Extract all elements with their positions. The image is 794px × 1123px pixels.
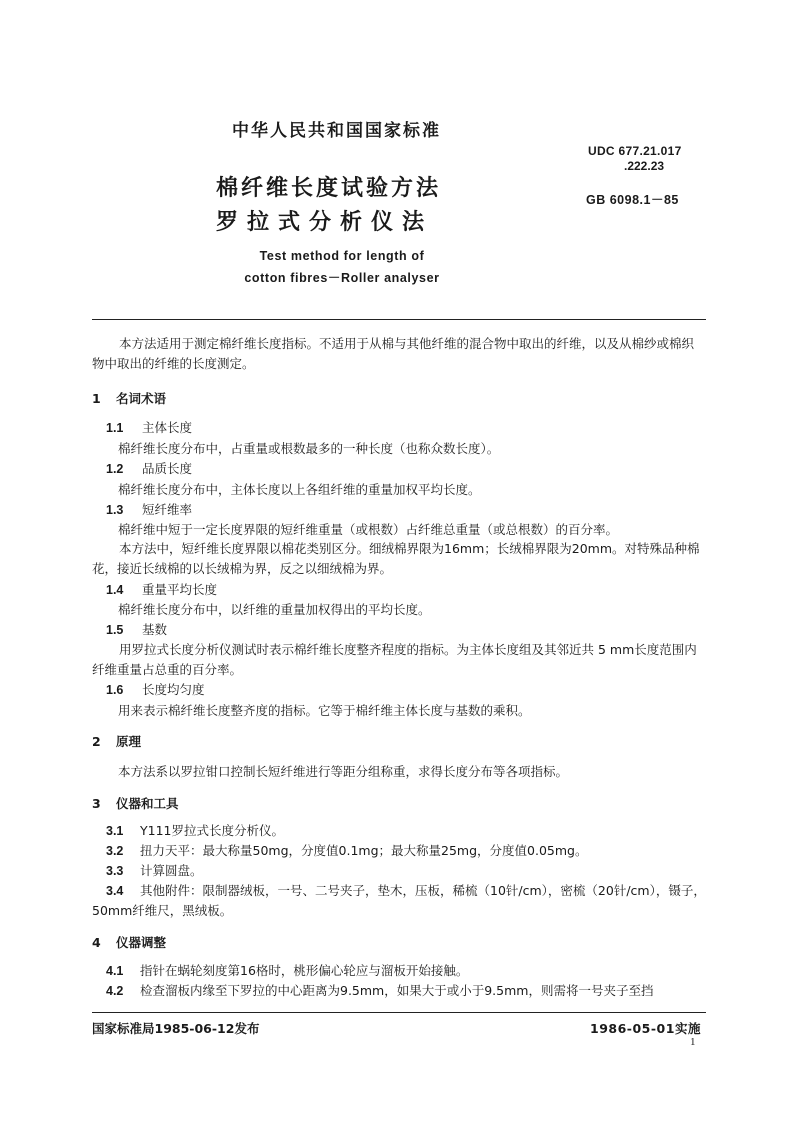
top-divider: [92, 319, 706, 320]
section-number: 4: [92, 935, 101, 950]
instrument-3-3: [106, 861, 706, 881]
gb-code: GB 6098.1－85: [586, 193, 679, 207]
term-1-6-definition: 用来表示棉纤维长度整齐度的指标。它等于棉纤维主体长度与基数的乘积。: [118, 703, 531, 718]
term-1-2-definition: 棉纤维长度分布中，主体长度以上各组纤维的重量加权平均长度。: [118, 482, 481, 497]
term-name: 品质长度: [142, 461, 193, 476]
term-name: 长度均匀度: [142, 682, 205, 697]
section-title: 原理: [116, 734, 142, 749]
item-text: 扭力天平：最大称量50mg，分度值0.1mg；最大称量25mg，分度值0.05mg。: [140, 843, 588, 858]
term-number: 1.6: [106, 683, 124, 697]
item-number: 4.1: [106, 964, 124, 978]
section-number: 1: [92, 391, 101, 406]
udc-code: UDC 677.21.017: [588, 144, 682, 158]
item-number: 4.2: [106, 984, 124, 998]
term-number: 1.4: [106, 583, 124, 597]
term-1-5-definition: 用罗拉式长度分析仪测试时表示棉纤维长度整齐程度的指标。为主体长度组及其邻近共 5 mm长度范围内纤维重量占总重的百分率。: [92, 642, 697, 677]
term-1-3-definition: 棉纤维中短于一定长度界限的短纤维重量（或根数）占纤维总重量（或总根数）的百分率。: [118, 522, 619, 537]
term-name: 短纤维率: [142, 502, 193, 517]
term-1-4-definition: 棉纤维长度分布中，以纤维的重量加权得出的平均长度。: [118, 602, 431, 617]
section-number: 3: [92, 796, 101, 811]
term-1-4: [106, 580, 217, 598]
section-title: 仪器调整: [116, 935, 167, 950]
effective-date: 1986-05-01实施: [590, 1021, 701, 1036]
adjustment-4-1: [106, 961, 706, 981]
section-1-heading: [92, 389, 166, 407]
item-text: 其他附件：限制器绒板，一号、二号夹子，垫木，压板，稀梳（10针/cm），密梳（20针/cm），镊子，50mm纤维尺，黑绒板。: [92, 883, 706, 918]
term-number: 1.3: [106, 503, 124, 517]
item-number: 3.1: [106, 824, 124, 838]
term-name: 重量平均长度: [142, 582, 218, 597]
item-text: 指针在蜗轮刻度第16格时，桃形偏心轮应与溜板开始接触。: [140, 963, 469, 978]
instrument-3-1: [106, 821, 706, 841]
national-standard-heading: 中华人民共和国国家标准: [232, 121, 441, 141]
section-4-heading: [92, 933, 166, 951]
term-number: 1.5: [106, 623, 124, 637]
bottom-divider: [92, 1012, 706, 1013]
item-text: 检查溜板内缘至下罗拉的中心距离为9.5mm，如果大于或小于9.5mm，则需将一号夹子至挡: [140, 983, 654, 998]
term-number: 1.1: [106, 421, 124, 435]
term-1-2: [106, 459, 192, 477]
item-number: 3.2: [106, 844, 124, 858]
term-1-6: [106, 680, 205, 698]
intro-paragraph: 本方法适用于测定棉纤维长度指标。不适用于从棉与其他纤维的混合物中取出的纤维，以及从棉纱或棉织物中取出的纤维的长度测定。: [92, 336, 695, 371]
term-name: 基数: [142, 622, 168, 637]
term-1-5: [106, 620, 167, 638]
item-number: 3.3: [106, 864, 124, 878]
page-number: 1: [690, 1036, 696, 1048]
term-name: 主体长度: [142, 420, 193, 435]
term-1-1: [106, 418, 192, 436]
term-1-3: [106, 500, 192, 518]
title-en-line1: Test method for length of: [259, 249, 425, 263]
item-text: 计算圆盘。: [140, 863, 203, 878]
term-1-3-note: 本方法中，短纤维长度界限以棉花类别区分。细绒棉界限为16mm；长绒棉界限为20mm。对特殊品种棉花，接近长绒棉的以长绒棉为界，反之以细绒棉为界。: [92, 541, 700, 576]
item-text: Y111罗拉式长度分析仪。: [140, 823, 284, 838]
title-cn-line1: 棉纤维长度试验方法: [216, 176, 442, 201]
section-2-text: 本方法系以罗拉钳口控制长短纤维进行等距分组称重，求得长度分布等各项指标。: [118, 764, 569, 779]
title-en-line2: cotton fibres－Roller analyser: [244, 271, 440, 285]
section-title: 名词术语: [116, 391, 167, 406]
term-number: 1.2: [106, 462, 124, 476]
instrument-3-2: [106, 841, 706, 861]
instrument-3-4: [92, 881, 706, 921]
adjustment-4-2: [106, 981, 706, 1001]
udc-code-continued: .222.23: [624, 159, 665, 173]
issued-date: 国家标准局1985-06-12发布: [92, 1021, 260, 1036]
section-2-heading: [92, 732, 141, 750]
section-number: 2: [92, 734, 101, 749]
title-cn-line2: 罗拉式分析仪法: [216, 210, 434, 235]
item-number: 3.4: [106, 884, 124, 898]
term-1-1-definition: 棉纤维长度分布中，占重量或根数最多的一种长度（也称众数长度）。: [118, 441, 500, 456]
section-3-heading: [92, 794, 179, 812]
section-title: 仪器和工具: [116, 796, 179, 811]
